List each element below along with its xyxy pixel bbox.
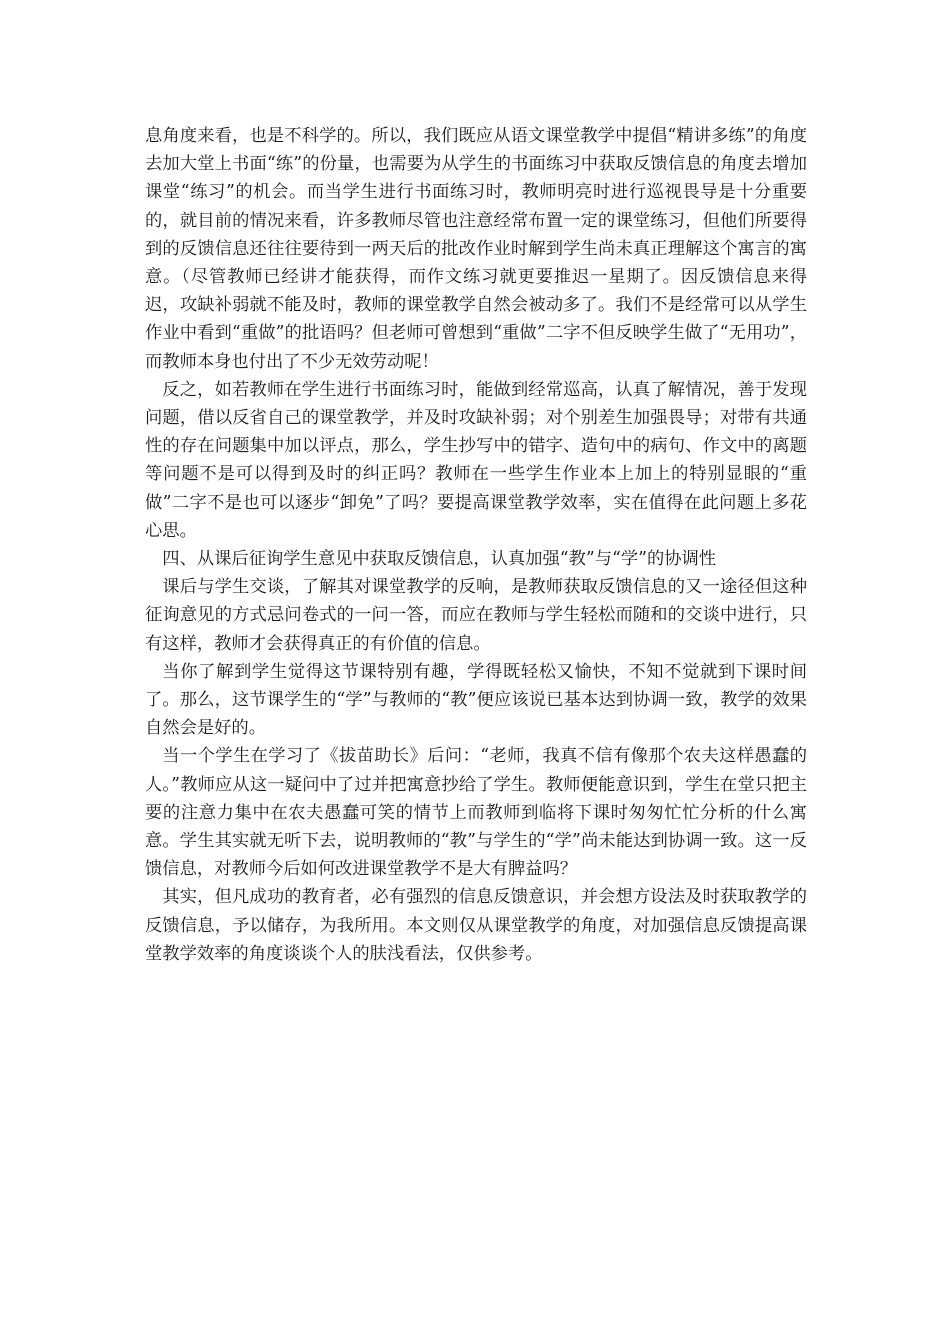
section-heading-4: 四、从课后征询学生意见中获取反馈信息，认真加强“教”与“学”的协调性 (162, 549, 717, 570)
paragraph-1: 息角度来看，也是不科学的。所以，我们既应从语文课堂教学中提倡“精讲多练”的角度去加大堂上书面“练”的份量，也需要为从学生的书面练习中获取反馈信息的角度去增加课堂“练习”的机会。而当学生进行书面练习时，教师明亮时进行巡视畏导是十分重要的，就目前的情况来看，许多教师尽管也注意经常布置一定的课堂练习，但他们所要得到的反馈信息还往往要待到一两天后的批改作业时解到学生尚未真正理解这个寓言的寓意。（尽管教师已经讲才能获得，而作文练习就更要推迟一星期了。因反馈信息来得迟，攻缺补弱就不能及时，教师的课堂教学自然会被动多了。我们不是经常可以从学生作业中看到“重做”的批语吗？但老师可曾想到“重做”二字不但反映学生做了“无用功”，而教师本身也付出了不少无效劳动呢！ (145, 126, 807, 372)
paragraph-6: 其实，但凡成功的教育者，必有强烈的信息反馈意识，并会想方设法及时获取教学的反馈信息，予以储存，为我所用。本文则仅从课堂教学的角度，对加强信息反馈提高课堂教学效率的角度谈谈个人的肤浅看法，仅供参考。 (145, 887, 807, 964)
paragraph-5: 当一个学生在学习了《拔苗助长》后问：“老师，我真不信有像那个农夫这样愚蠢的人。”教师应从这一疑问中了过并把寓意抄给了学生。教师便能意识到，学生在堂只把主要的注意力集中在农夫愚蠢可笑的情节上而教师到临将下课时匆匆忙忙分析的什么寓意。学生其实就无听下去，说明教师的“教”与学生的“学”尚未能达到协调一致。这一反馈信息，对教师今后如何改进课堂教学不是大有脾益吗？ (145, 746, 807, 880)
paragraph-2: 反之，如若教师在学生进行书面练习时，能做到经常巡高，认真了解情况，善于发现问题，借以反省自己的课堂教学，并及时攻缺补弱；对个别差生加强畏导；对带有共通性的存在问题集中加以评点，那么，学生抄写中的错字、造句中的病句、作文中的离题等问题不是可以得到及时的纠正吗？教师在一些学生作业本上加上的特别显眼的“重做”二字不是也可以逐步“卸免”了吗？要提高课堂教学效率，实在值得在此问题上多花心思。 (145, 379, 807, 541)
document-page (145, 122, 807, 968)
paragraph-4: 当你了解到学生觉得这节课特别有趣，学得既轻松又愉快，不知不觉就到下课时间了。那么，这节课学生的“学”与教师的“教”便应该说已基本达到协调一致，教学的效果自然会是好的。 (145, 661, 807, 739)
paragraph-3: 课后与学生交谈，了解其对课堂教学的反响，是教师获取反馈信息的又一途径但这种征询意见的方式忌问卷式的一问一答，而应在教师与学生轻松而随和的交谈中进行，只有这样，教师才会获得真正的有价值的信息。 (145, 577, 807, 654)
